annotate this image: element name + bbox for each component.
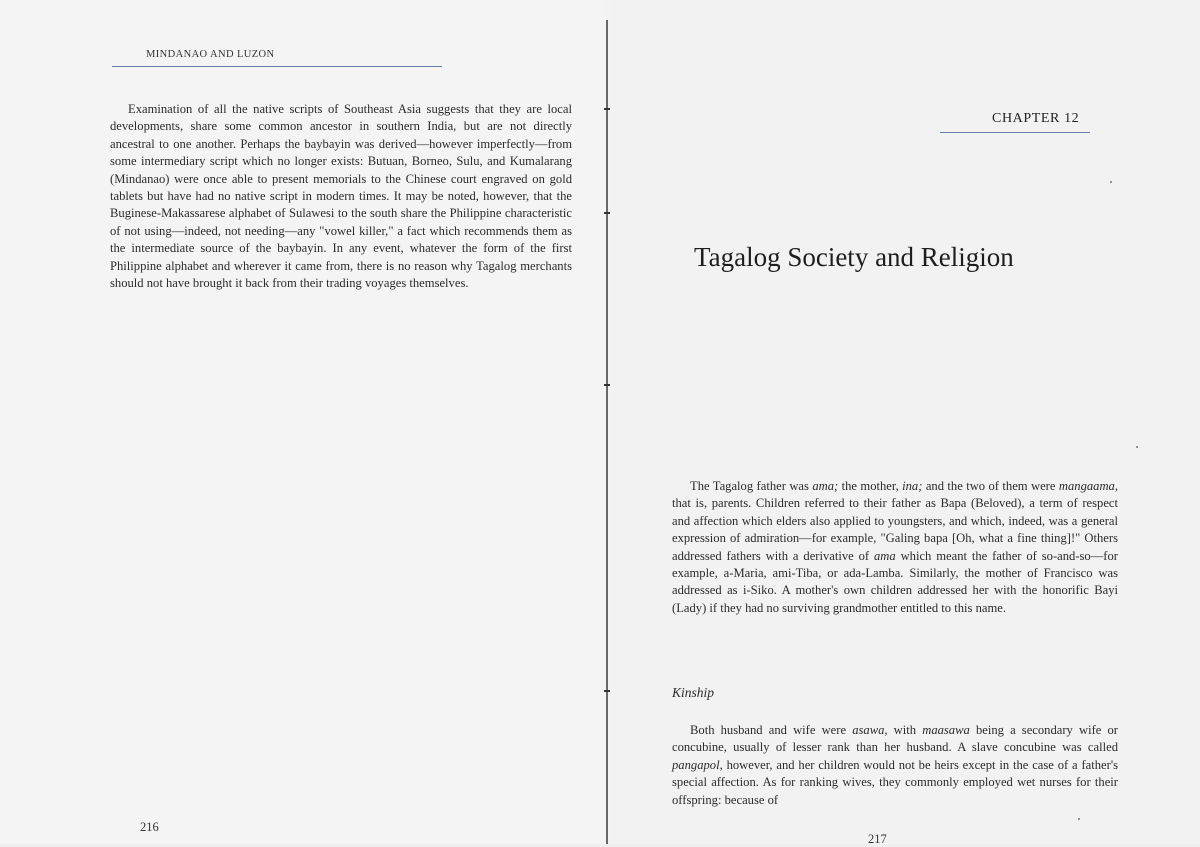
italic-term: ama — [874, 548, 896, 563]
text-run: with — [887, 723, 923, 737]
book-gutter — [606, 20, 608, 844]
chapter-rule — [940, 132, 1090, 133]
text-run: which meant the father of so-and-so—for example, a-Maria, ami-Tiba, or ada-Lamba. Similarly, the mother of Francisco was addressed as i-Siko. A mother's own children addressed her with the honorific Bayi (Lady) if they had no surviving grandmother entitled to this name. — [672, 548, 1118, 615]
page-number-left: 216 — [140, 820, 159, 834]
scan-speck — [1110, 181, 1112, 183]
text-run: and the two of them were — [922, 479, 1059, 493]
running-head: MINDANAO AND LUZON — [146, 49, 275, 60]
italic-term: asawa, — [852, 723, 888, 737]
text-run: Both husband and wife were — [690, 723, 853, 737]
italic-term: pangapol, — [672, 757, 723, 772]
scan-speck — [1136, 446, 1138, 448]
italic-term: maasawa — [922, 723, 970, 737]
section-heading: Kinship — [672, 685, 715, 700]
chapter-label: CHAPTER 12 — [992, 111, 1080, 126]
left-paragraph: Examination of all the native scripts of Southeast Asia suggests that they are local developments, share some common ancestor in southern India, but are not directly ancestral to one another. Perhaps the baybayin was derived—however imperfectly—from some intermediary script which no longer exists: Butuan, Borneo, Sulu, and Kumalarang (Mindanao) were once able to present memorials to the Chinese court engraved on gold tablets but have had no native script in modern times. It may be noted, however, that the Buginese-Makassarese alphabet of Sulawesi to the south share the Philippine characteristic of not using—indeed, not needing—any "vowel killer," a fact which recommends them as the intermediate source of the baybayin. In any event, whatever the form of the first Philippine alphabet and wherever it came from, there is no reason why Tagalog merchants should not have brought it back from their trading voyages themselves. — [110, 102, 572, 291]
italic-term: mangaama, — [1058, 479, 1118, 493]
scan-speck — [1078, 818, 1080, 820]
right-page — [610, 0, 1200, 844]
intro-body — [672, 478, 1118, 617]
text-run: The Tagalog father was — [690, 479, 813, 493]
intro-paragraph — [672, 478, 1118, 617]
running-head-rule — [112, 66, 442, 67]
italic-term: ina; — [902, 479, 923, 493]
italic-term: ama; — [812, 479, 839, 493]
left-page-body — [110, 101, 572, 292]
kinship-body — [672, 722, 1118, 809]
text-run: being a secondary wife or concubine, usually of lesser rank than her husband. A slave concubine was called — [672, 723, 1118, 755]
page-number-right: 217 — [868, 832, 887, 846]
text-run: the mother, — [838, 479, 903, 493]
text-run: that is, parents. Children referred to their father as Bapa (Beloved), a term of respect and affection which elders also applied to youngsters, and which, indeed, was a general expression of admiration—for example, "Galing bapa [Oh, what a fine thing]!" Others addressed fathers with a derivative of — [672, 496, 1118, 563]
chapter-title: Tagalog Society and Religion — [694, 242, 1014, 272]
text-run: however, and her children would not be heirs except in the case of a father's special affection. As for ranking wives, they commonly employed wet nurses for their offspring: because of — [672, 757, 1118, 807]
kinship-paragraph — [672, 722, 1118, 809]
